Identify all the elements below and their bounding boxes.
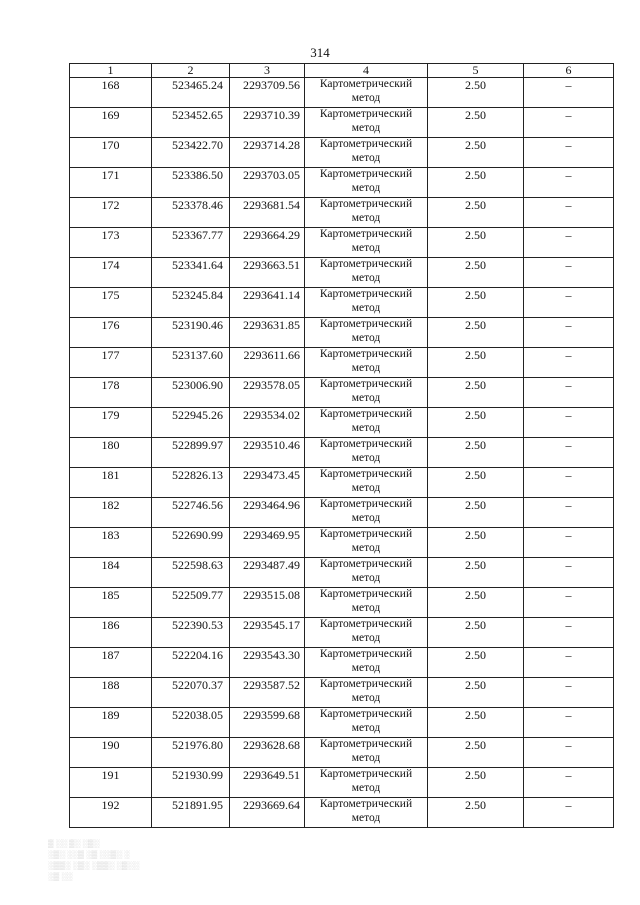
x-coordinate-cell: 522509.77	[152, 588, 230, 618]
table-row	[70, 768, 614, 798]
note-cell: –	[524, 108, 614, 138]
method-cell: Картометрический метод	[305, 108, 428, 138]
accuracy-cell: 2.50	[428, 498, 524, 528]
x-coordinate-cell: 523137.60	[152, 348, 230, 378]
table-row	[70, 498, 614, 528]
note-cell: –	[524, 768, 614, 798]
method-cell: Картометрический метод	[305, 498, 428, 528]
table-row	[70, 258, 614, 288]
method-cell: Картометрический метод	[305, 288, 428, 318]
table-row	[70, 798, 614, 828]
method-cell: Картометрический метод	[305, 228, 428, 258]
note-cell: –	[524, 618, 614, 648]
table-row	[70, 738, 614, 768]
x-coordinate-cell: 521930.99	[152, 768, 230, 798]
x-coordinate-cell: 523190.46	[152, 318, 230, 348]
point-number-cell: 189	[70, 708, 152, 738]
accuracy-cell: 2.50	[428, 78, 524, 108]
method-cell: Картометрический метод	[305, 468, 428, 498]
point-number-cell: 184	[70, 558, 152, 588]
table-row	[70, 678, 614, 708]
point-number-cell: 182	[70, 498, 152, 528]
header-row	[70, 64, 614, 78]
point-number-cell: 175	[70, 288, 152, 318]
x-coordinate-cell: 522945.26	[152, 408, 230, 438]
y-coordinate-cell: 2293587.52	[230, 678, 305, 708]
table-row	[70, 378, 614, 408]
accuracy-cell: 2.50	[428, 768, 524, 798]
column-header: 4	[305, 64, 428, 78]
column-header: 6	[524, 64, 614, 78]
note-cell: –	[524, 438, 614, 468]
table-row	[70, 78, 614, 108]
accuracy-cell: 2.50	[428, 618, 524, 648]
column-header: 3	[230, 64, 305, 78]
note-cell: –	[524, 198, 614, 228]
point-number-cell: 180	[70, 438, 152, 468]
point-number-cell: 183	[70, 528, 152, 558]
table-row	[70, 198, 614, 228]
point-number-cell: 178	[70, 378, 152, 408]
column-header: 1	[70, 64, 152, 78]
point-number-cell: 191	[70, 768, 152, 798]
table-row	[70, 528, 614, 558]
y-coordinate-cell: 2293611.66	[230, 348, 305, 378]
x-coordinate-cell: 522204.16	[152, 648, 230, 678]
y-coordinate-cell: 2293628.68	[230, 738, 305, 768]
x-coordinate-cell: 522899.97	[152, 438, 230, 468]
method-cell: Картометрический метод	[305, 378, 428, 408]
table-row	[70, 138, 614, 168]
x-coordinate-cell: 523006.90	[152, 378, 230, 408]
point-number-cell: 186	[70, 618, 152, 648]
point-number-cell: 177	[70, 348, 152, 378]
point-number-cell: 173	[70, 228, 152, 258]
x-coordinate-cell: 523341.64	[152, 258, 230, 288]
note-cell: –	[524, 528, 614, 558]
table-row	[70, 618, 614, 648]
column-header: 2	[152, 64, 230, 78]
table-row	[70, 588, 614, 618]
point-number-cell: 187	[70, 648, 152, 678]
y-coordinate-cell: 2293578.05	[230, 378, 305, 408]
note-cell: –	[524, 408, 614, 438]
note-cell: –	[524, 348, 614, 378]
point-number-cell: 188	[70, 678, 152, 708]
accuracy-cell: 2.50	[428, 348, 524, 378]
x-coordinate-cell: 523378.46	[152, 198, 230, 228]
note-cell: –	[524, 798, 614, 828]
note-cell: –	[524, 708, 614, 738]
method-cell: Картометрический метод	[305, 798, 428, 828]
note-cell: –	[524, 468, 614, 498]
point-number-cell: 185	[70, 588, 152, 618]
note-cell: –	[524, 558, 614, 588]
method-cell: Картометрический метод	[305, 348, 428, 378]
x-coordinate-cell: 523386.50	[152, 168, 230, 198]
note-cell: –	[524, 678, 614, 708]
y-coordinate-cell: 2293469.95	[230, 528, 305, 558]
table-body	[70, 78, 614, 828]
x-coordinate-cell: 522598.63	[152, 558, 230, 588]
x-coordinate-cell: 522690.99	[152, 528, 230, 558]
accuracy-cell: 2.50	[428, 108, 524, 138]
x-coordinate-cell: 522746.56	[152, 498, 230, 528]
point-number-cell: 169	[70, 108, 152, 138]
note-cell: –	[524, 648, 614, 678]
note-cell: –	[524, 498, 614, 528]
y-coordinate-cell: 2293599.68	[230, 708, 305, 738]
point-number-cell: 181	[70, 468, 152, 498]
x-coordinate-cell: 523367.77	[152, 228, 230, 258]
method-cell: Картометрический метод	[305, 438, 428, 468]
x-coordinate-cell: 522070.37	[152, 678, 230, 708]
table-row	[70, 108, 614, 138]
accuracy-cell: 2.50	[428, 438, 524, 468]
method-cell: Картометрический метод	[305, 558, 428, 588]
note-cell: –	[524, 318, 614, 348]
y-coordinate-cell: 2293515.08	[230, 588, 305, 618]
y-coordinate-cell: 2293510.46	[230, 438, 305, 468]
method-cell: Картометрический метод	[305, 168, 428, 198]
x-coordinate-cell: 523465.24	[152, 78, 230, 108]
method-cell: Картометрический метод	[305, 408, 428, 438]
note-cell: –	[524, 228, 614, 258]
method-cell: Картометрический метод	[305, 528, 428, 558]
accuracy-cell: 2.50	[428, 708, 524, 738]
accuracy-cell: 2.50	[428, 738, 524, 768]
method-cell: Картометрический метод	[305, 738, 428, 768]
accuracy-cell: 2.50	[428, 228, 524, 258]
x-coordinate-cell: 523452.65	[152, 108, 230, 138]
x-coordinate-cell: 521976.80	[152, 738, 230, 768]
accuracy-cell: 2.50	[428, 198, 524, 228]
table-row	[70, 408, 614, 438]
y-coordinate-cell: 2293473.45	[230, 468, 305, 498]
accuracy-cell: 2.50	[428, 678, 524, 708]
table-row	[70, 348, 614, 378]
y-coordinate-cell: 2293663.51	[230, 258, 305, 288]
method-cell: Картометрический метод	[305, 318, 428, 348]
accuracy-cell: 2.50	[428, 588, 524, 618]
table-row	[70, 318, 614, 348]
note-cell: –	[524, 78, 614, 108]
table-row	[70, 558, 614, 588]
y-coordinate-cell: 2293649.51	[230, 768, 305, 798]
accuracy-cell: 2.50	[428, 528, 524, 558]
coordinates-table	[69, 63, 614, 828]
table-row	[70, 438, 614, 468]
method-cell: Картометрический метод	[305, 588, 428, 618]
point-number-cell: 172	[70, 198, 152, 228]
y-coordinate-cell: 2293714.28	[230, 138, 305, 168]
method-cell: Картометрический метод	[305, 648, 428, 678]
point-number-cell: 171	[70, 168, 152, 198]
method-cell: Картометрический метод	[305, 138, 428, 168]
method-cell: Картометрический метод	[305, 708, 428, 738]
y-coordinate-cell: 2293545.17	[230, 618, 305, 648]
x-coordinate-cell: 522390.53	[152, 618, 230, 648]
method-cell: Картометрический метод	[305, 768, 428, 798]
y-coordinate-cell: 2293464.96	[230, 498, 305, 528]
note-cell: –	[524, 138, 614, 168]
note-cell: –	[524, 738, 614, 768]
accuracy-cell: 2.50	[428, 258, 524, 288]
y-coordinate-cell: 2293534.02	[230, 408, 305, 438]
table-row	[70, 708, 614, 738]
y-coordinate-cell: 2293487.49	[230, 558, 305, 588]
table-row	[70, 168, 614, 198]
accuracy-cell: 2.50	[428, 468, 524, 498]
accuracy-cell: 2.50	[428, 648, 524, 678]
x-coordinate-cell: 522038.05	[152, 708, 230, 738]
point-number-cell: 174	[70, 258, 152, 288]
y-coordinate-cell: 2293631.85	[230, 318, 305, 348]
x-coordinate-cell: 521891.95	[152, 798, 230, 828]
accuracy-cell: 2.50	[428, 318, 524, 348]
point-number-cell: 170	[70, 138, 152, 168]
point-number-cell: 168	[70, 78, 152, 108]
x-coordinate-cell: 522826.13	[152, 468, 230, 498]
point-number-cell: 179	[70, 408, 152, 438]
note-cell: –	[524, 288, 614, 318]
method-cell: Картометрический метод	[305, 198, 428, 228]
accuracy-cell: 2.50	[428, 168, 524, 198]
point-number-cell: 192	[70, 798, 152, 828]
y-coordinate-cell: 2293709.56	[230, 78, 305, 108]
note-cell: –	[524, 258, 614, 288]
table-header	[70, 64, 614, 78]
accuracy-cell: 2.50	[428, 408, 524, 438]
y-coordinate-cell: 2293703.05	[230, 168, 305, 198]
point-number-cell: 176	[70, 318, 152, 348]
method-cell: Картометрический метод	[305, 258, 428, 288]
y-coordinate-cell: 2293681.54	[230, 198, 305, 228]
table-row	[70, 228, 614, 258]
note-cell: –	[524, 588, 614, 618]
table-row	[70, 468, 614, 498]
y-coordinate-cell: 2293669.64	[230, 798, 305, 828]
point-number-cell: 190	[70, 738, 152, 768]
method-cell: Картометрический метод	[305, 78, 428, 108]
accuracy-cell: 2.50	[428, 138, 524, 168]
method-cell: Картометрический метод	[305, 618, 428, 648]
column-header: 5	[428, 64, 524, 78]
x-coordinate-cell: 523245.84	[152, 288, 230, 318]
y-coordinate-cell: 2293664.29	[230, 228, 305, 258]
y-coordinate-cell: 2293641.14	[230, 288, 305, 318]
accuracy-cell: 2.50	[428, 798, 524, 828]
note-cell: –	[524, 378, 614, 408]
accuracy-cell: 2.50	[428, 558, 524, 588]
y-coordinate-cell: 2293710.39	[230, 108, 305, 138]
accuracy-cell: 2.50	[428, 288, 524, 318]
accuracy-cell: 2.50	[428, 378, 524, 408]
method-cell: Картометрический метод	[305, 678, 428, 708]
table-row	[70, 288, 614, 318]
x-coordinate-cell: 523422.70	[152, 138, 230, 168]
y-coordinate-cell: 2293543.30	[230, 648, 305, 678]
page-number: 314	[310, 45, 330, 60]
faded-stamp: ▒ ░░ ▒░ ░▒░ ░▒░ ░░▒ ░▒ ░░▒░ ░ ░▒▒░ ░▒░ ░▒▒░ ░▒░░ ░▒ ░░	[48, 839, 140, 881]
table-row	[70, 648, 614, 678]
note-cell: –	[524, 168, 614, 198]
